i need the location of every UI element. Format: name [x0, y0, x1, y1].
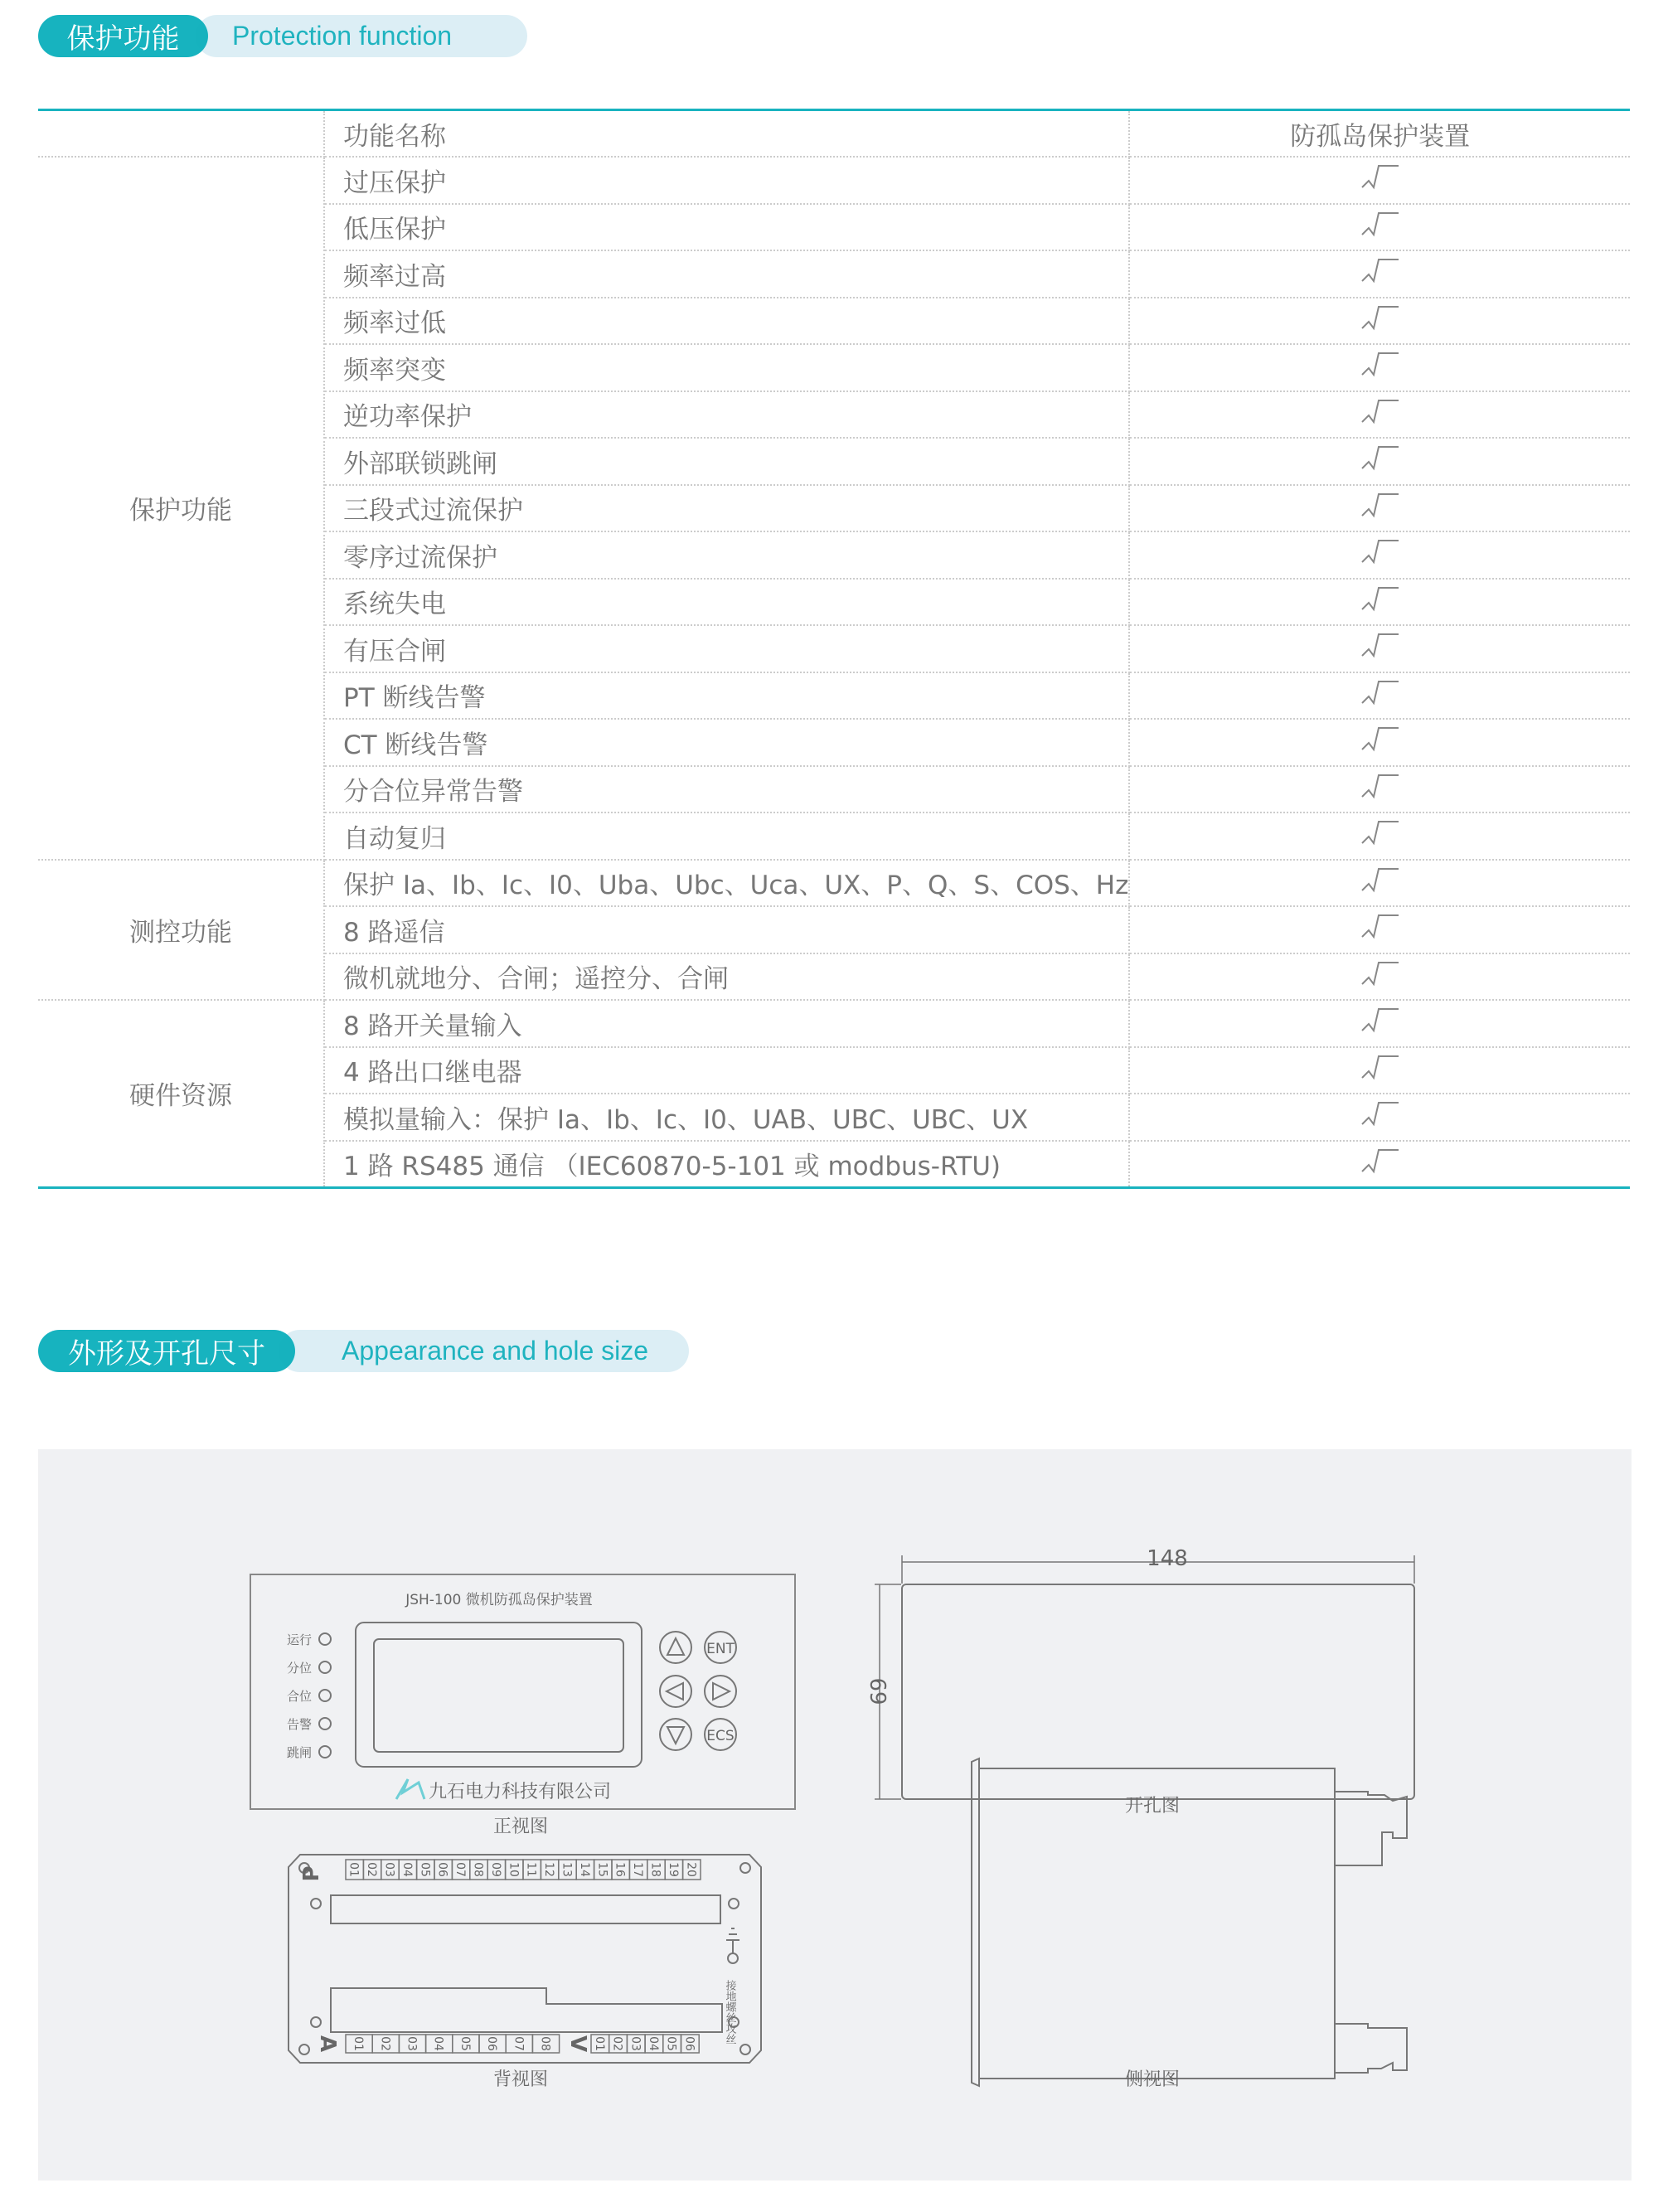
up-button	[660, 1632, 691, 1663]
terminal-number: 11	[524, 1862, 538, 1877]
terminal-number: 17	[631, 1862, 645, 1877]
led-label: 跳闸	[287, 1745, 313, 1760]
led-label: 分位	[287, 1661, 313, 1676]
enter-button	[705, 1632, 736, 1663]
led-label: 合位	[287, 1689, 313, 1704]
led-icon	[319, 1690, 331, 1701]
a-label: A	[315, 2035, 340, 2053]
cutout-caption: 开孔图	[1124, 1796, 1181, 1817]
front-view	[250, 1574, 795, 1837]
led-indicator	[287, 1689, 331, 1704]
svg-text:ENT: ENT	[706, 1641, 735, 1657]
lcd-screen	[374, 1639, 623, 1752]
escape-button	[705, 1719, 736, 1750]
function-name: PT 断线告警	[324, 672, 1129, 720]
terminal-number: 08	[471, 1862, 485, 1877]
model-title: JSH-100 微机防孤岛保护装置	[405, 1592, 593, 1608]
category-cell: 保护功能	[38, 157, 324, 860]
v-label: V	[565, 2035, 590, 2053]
function-name: 低压保护	[324, 204, 1129, 251]
cutout-view	[865, 1546, 1414, 1817]
section-title-en: Protection function	[196, 15, 527, 57]
terminal-number: 01	[352, 2036, 366, 2051]
terminal-number: 03	[628, 2036, 642, 2051]
back-view	[289, 1855, 761, 2090]
terminal-number: 09	[488, 1862, 502, 1877]
terminal-number: 18	[648, 1862, 662, 1877]
section-title-en: Appearance and hole size	[279, 1330, 689, 1372]
terminal-number: 01	[347, 1862, 361, 1877]
terminal-number: 02	[378, 2036, 392, 2051]
led-label: 运行	[287, 1632, 313, 1647]
terminal-number: 02	[610, 2036, 624, 2051]
terminal-number: 07	[512, 2036, 526, 2051]
category-cell: 测控功能	[38, 860, 324, 1001]
back-view-caption: 背视图	[492, 2069, 549, 2090]
section-title-cn: 保护功能	[38, 15, 208, 57]
terminal-number: 05	[458, 2036, 472, 2051]
terminal-number: 12	[542, 1862, 556, 1877]
terminal-number: 10	[507, 1862, 521, 1877]
terminal-number: 06	[435, 1862, 449, 1877]
led-icon	[319, 1746, 331, 1758]
terminal-number: 14	[577, 1862, 591, 1877]
function-name: 三段式过流保护	[324, 485, 1129, 532]
terminal-number: 02	[365, 1862, 379, 1877]
terminal-number: 07	[453, 1862, 468, 1877]
height-dimension: 69	[865, 1677, 890, 1705]
terminal-number: 16	[613, 1862, 627, 1877]
led-indicator	[287, 1745, 331, 1760]
terminal-number: 06	[682, 2036, 696, 2051]
function-name: 有压合闸	[324, 625, 1129, 672]
function-name: 微机就地分、合闸；遥控分、合闸	[324, 953, 1129, 1001]
header-function-name: 功能名称	[324, 110, 1129, 158]
function-name: 频率过低	[324, 298, 1129, 345]
led-label: 告警	[287, 1717, 313, 1732]
terminal-number: 06	[485, 2036, 499, 2051]
lcd-frame	[356, 1623, 642, 1767]
terminal-number: 04	[400, 1862, 414, 1877]
function-name: 自动复归	[324, 813, 1129, 860]
led-indicator	[287, 1661, 331, 1676]
terminal-number: 08	[538, 2036, 552, 2051]
header-device: 防孤岛保护装置	[1129, 110, 1630, 158]
terminal-number: 19	[666, 1862, 680, 1877]
side-view	[972, 1758, 1407, 2090]
terminal-number: 04	[431, 2036, 445, 2051]
led-icon	[319, 1633, 331, 1645]
function-name: 4 路出口继电器	[324, 1047, 1129, 1094]
function-name: 8 路开关量输入	[324, 1000, 1129, 1047]
function-name: 逆功率保护	[324, 391, 1129, 439]
terminal-number: 03	[382, 1862, 396, 1877]
terminal-number: 05	[418, 1862, 432, 1877]
led-icon	[319, 1718, 331, 1729]
function-name: 1 路 RS485 通信 （IEC60870-5-101 或 modbus-RTU)	[324, 1141, 1129, 1188]
function-name: 系统失电	[324, 579, 1129, 626]
company-logo-icon	[396, 1779, 424, 1799]
function-name: 频率突变	[324, 344, 1129, 391]
led-indicator	[287, 1717, 331, 1732]
function-name: 分合位异常告警	[324, 766, 1129, 813]
terminal-number: 15	[595, 1862, 609, 1877]
function-name: 零序过流保护	[324, 531, 1129, 579]
function-name: 保护 Ia、Ib、Ic、I0、Uba、Ubc、Uca、UX、P、Q、S、COS、Hz	[324, 860, 1129, 907]
function-name: 外部联锁跳闸	[324, 438, 1129, 485]
section-title-cn: 外形及开孔尺寸	[38, 1330, 295, 1372]
terminal-number: 01	[592, 2036, 606, 2051]
side-view-caption: 侧视图	[1124, 2069, 1181, 2090]
function-name: 模拟量输入：保护 Ia、Ib、Ic、I0、UAB、UBC、UBC、UX	[324, 1094, 1129, 1141]
terminal-number: 04	[646, 2036, 660, 2051]
terminal-number: 13	[560, 1862, 574, 1877]
function-name: CT 断线告警	[324, 719, 1129, 766]
front-view-caption: 正视图	[492, 1817, 549, 1837]
down-button	[660, 1719, 691, 1750]
left-button	[660, 1676, 691, 1707]
company-name: 九石电力科技有限公司	[429, 1782, 612, 1802]
terminal-number: 05	[664, 2036, 678, 2051]
led-indicator	[287, 1632, 331, 1647]
terminal-number: 03	[405, 2036, 419, 2051]
ground-screw-label: 接地螺丝攻丝	[723, 1980, 736, 2045]
right-button	[705, 1676, 736, 1707]
function-name: 频率过高	[324, 250, 1129, 298]
width-dimension: 148	[1147, 1546, 1188, 1571]
p-label: P	[299, 1865, 324, 1882]
category-cell: 硬件资源	[38, 1000, 324, 1187]
function-name: 过压保护	[324, 157, 1129, 204]
function-name: 8 路遥信	[324, 906, 1129, 953]
svg-text:ECS: ECS	[706, 1728, 735, 1744]
led-icon	[319, 1661, 331, 1673]
terminal-number: 20	[684, 1862, 698, 1877]
